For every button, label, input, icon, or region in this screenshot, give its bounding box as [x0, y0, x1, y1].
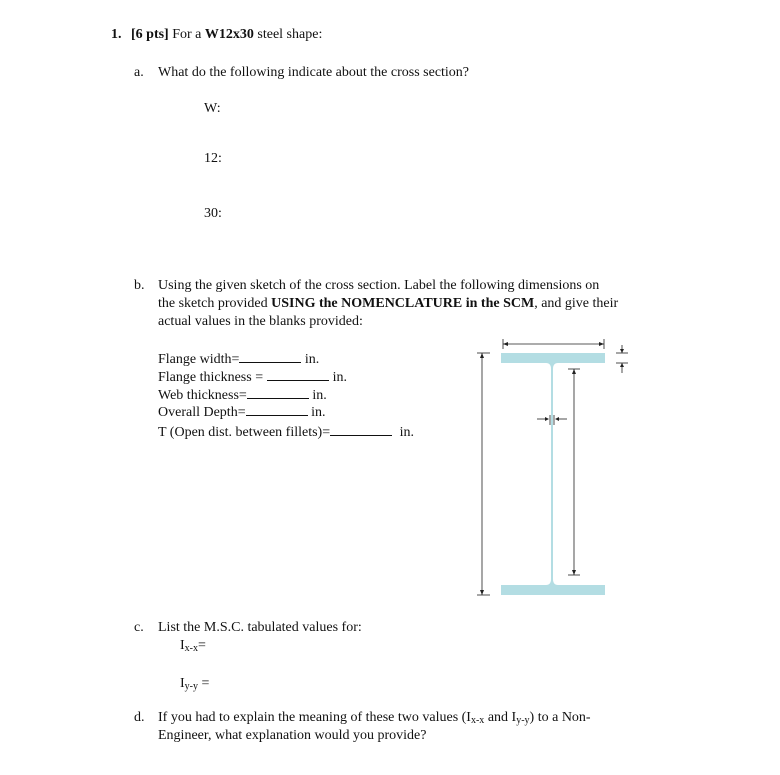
- dim-label: Web thickness=: [158, 388, 247, 403]
- dim-unit: in.: [304, 352, 320, 367]
- dim-unit: in.: [312, 388, 327, 403]
- problem-header: [111, 27, 322, 43]
- dim-t-distance: [158, 423, 414, 441]
- iyy-label: [180, 676, 209, 692]
- problem-points: [6 pts]: [131, 27, 169, 42]
- ixx-sub: x-x: [184, 643, 199, 654]
- part-a-item-12: 12:: [204, 151, 222, 166]
- iyy-main: I: [180, 676, 185, 691]
- part-a-item-w: W:: [204, 101, 221, 116]
- dim-unit: in.: [311, 405, 326, 420]
- part-d-pre: If you had to explain the meaning of these two values (I: [158, 710, 471, 725]
- part-d-line2: Engineer, what explanation would you provide?: [158, 728, 427, 743]
- dim-label: Flange width=: [158, 352, 240, 367]
- answer-blank[interactable]: [330, 423, 392, 436]
- answer-blank[interactable]: [239, 350, 301, 363]
- dim-label: T (Open dist. between fillets)=: [158, 425, 331, 440]
- i-beam-sketch: [470, 335, 650, 605]
- part-c-text: List the M.S.C. tabulated values for:: [158, 620, 362, 635]
- ixx-eq: =: [198, 638, 206, 653]
- problem-intro: For a: [172, 27, 202, 42]
- shape-designation: W12x30: [204, 27, 254, 42]
- iyy-sub: y-y: [184, 681, 199, 692]
- dim-unit: in.: [399, 425, 414, 440]
- i-beam-shape: [501, 353, 605, 595]
- problem-intro-tail: steel shape:: [257, 27, 323, 42]
- part-b-line2-pre: the sketch provided: [158, 296, 272, 311]
- part-a-question: What do the following indicate about the cross section?: [158, 65, 470, 80]
- part-d-post: ) to a Non-: [529, 710, 591, 725]
- answer-blank[interactable]: [267, 368, 329, 381]
- iyy-eq: =: [198, 676, 210, 691]
- dim-flange-thickness: [158, 368, 347, 386]
- dim-label: Flange thickness =: [158, 370, 264, 385]
- part-a-letter: a.: [134, 65, 144, 80]
- dim-unit: in.: [332, 370, 347, 385]
- problem-number: 1.: [111, 27, 122, 42]
- ixx-main: I: [180, 638, 185, 653]
- part-c-letter: c.: [134, 620, 144, 635]
- part-d-line1: [158, 710, 591, 726]
- part-d-mid: and I: [484, 710, 517, 725]
- part-d-sub1: x-x: [470, 715, 485, 726]
- part-b-letter: b.: [134, 278, 145, 293]
- part-d-letter: d.: [134, 710, 145, 725]
- dim-label: Overall Depth=: [158, 405, 246, 420]
- part-b-line2: [158, 296, 618, 312]
- ixx-label: [180, 638, 206, 654]
- dim-flange-width: [158, 350, 319, 368]
- part-b-line2-bold: USING the NOMENCLATURE in the SCM: [271, 296, 535, 311]
- answer-blank[interactable]: [247, 386, 309, 399]
- part-b-line2-post: , and give their: [534, 296, 619, 311]
- part-b-line3: actual values in the blanks provided:: [158, 314, 363, 329]
- dim-web-thickness: [158, 386, 327, 404]
- part-d-sub2: y-y: [516, 715, 530, 726]
- part-b-line1: Using the given sketch of the cross section. Label the following dimensions on: [158, 278, 600, 293]
- dim-overall-depth: [158, 403, 325, 421]
- answer-blank[interactable]: [246, 403, 308, 416]
- part-a-item-30: 30:: [204, 206, 222, 221]
